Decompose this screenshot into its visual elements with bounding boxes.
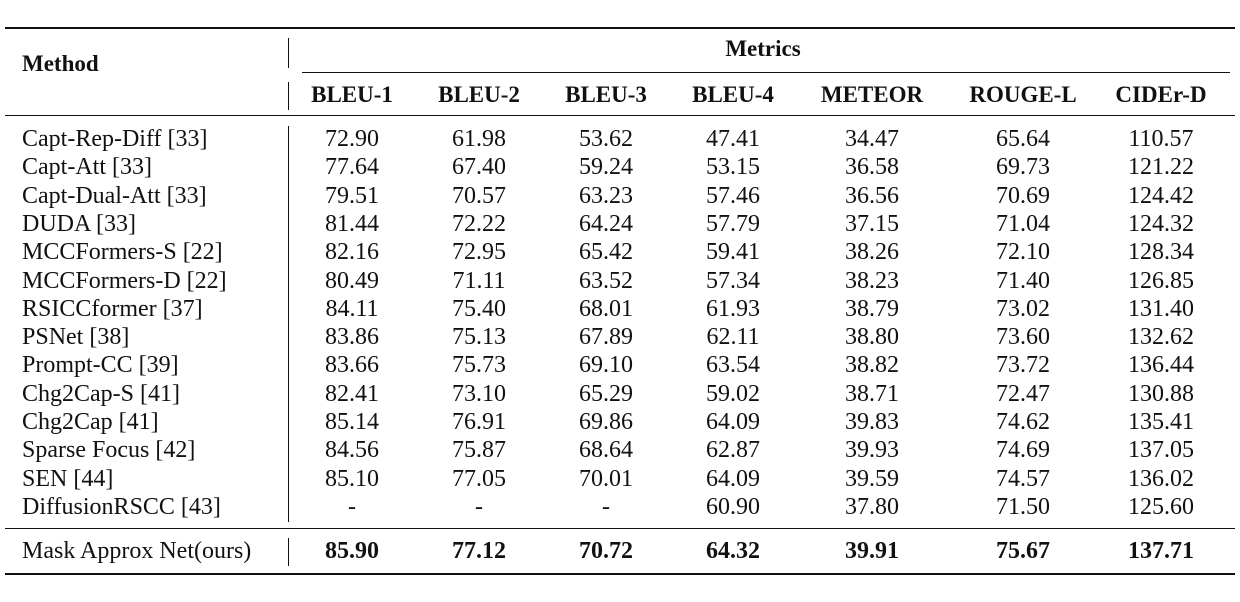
value-cell-cider-d: 131.40 xyxy=(1128,296,1194,322)
value-cell-bleu-4: 57.46 xyxy=(706,183,760,209)
value-cell-meteor: 37.15 xyxy=(845,211,899,237)
value-cell-rouge-l: 72.10 xyxy=(996,239,1050,265)
value-cell-bleu-3: 70.01 xyxy=(579,466,633,492)
column-header-meteor: METEOR xyxy=(820,82,924,107)
value-cell-rouge-l: 70.69 xyxy=(996,183,1050,209)
value-cell-bleu-3: 69.86 xyxy=(579,409,633,435)
value-cell-meteor: 38.26 xyxy=(845,239,899,265)
metrics-underline xyxy=(302,72,1230,73)
value-cell-cider-d: 125.60 xyxy=(1128,494,1194,520)
method-cell: MCCFormers-D [22] xyxy=(22,268,227,294)
value-cell-bleu-1: 77.64 xyxy=(325,154,379,180)
value-cell-bleu-4: 47.41 xyxy=(706,126,760,152)
column-header-bleu-4: BLEU-4 xyxy=(692,82,774,107)
value-cell-bleu-3: 64.24 xyxy=(579,211,633,237)
value-cell-cider-d: 136.44 xyxy=(1128,352,1194,378)
value-cell-bleu-4: 62.87 xyxy=(706,437,760,463)
column-header-bleu-3: BLEU-3 xyxy=(565,82,647,107)
column-header-cider-d: CIDEr-D xyxy=(1115,82,1207,107)
value-cell-bleu-1: 81.44 xyxy=(325,211,379,237)
value-cell-bleu-4: 59.02 xyxy=(706,381,760,407)
value-cell-rouge-l: 74.62 xyxy=(996,409,1050,435)
value-cell-rouge-l: 73.72 xyxy=(996,352,1050,378)
header-rule xyxy=(5,115,1235,116)
column-header-bleu-2: BLEU-2 xyxy=(438,82,520,107)
value-cell-bleu-3: 69.10 xyxy=(579,352,633,378)
value-cell-meteor: 34.47 xyxy=(845,126,899,152)
method-cell: Capt-Att [33] xyxy=(22,154,152,180)
value-cell-meteor: 36.56 xyxy=(845,183,899,209)
value-cell-meteor: 39.93 xyxy=(845,437,899,463)
value-cell-cider-d: 137.05 xyxy=(1128,437,1194,463)
value-cell-bleu-1: 82.41 xyxy=(325,381,379,407)
value-cell-rouge-l: 71.40 xyxy=(996,268,1050,294)
value-cell-rouge-l: 73.60 xyxy=(996,324,1050,350)
value-cell-bleu-3: 67.89 xyxy=(579,324,633,350)
value-cell-cider-d: 126.85 xyxy=(1128,268,1194,294)
value-cell-meteor: 38.71 xyxy=(845,381,899,407)
bottom-rule xyxy=(5,573,1235,575)
header-separator-top xyxy=(288,38,289,68)
value-cell-bleu-1: 83.86 xyxy=(325,324,379,350)
value-cell-bleu-1: 83.66 xyxy=(325,352,379,378)
value-cell-cider-d: 121.22 xyxy=(1128,154,1194,180)
value-cell-bleu-1: 85.14 xyxy=(325,409,379,435)
value-cell-meteor: 39.83 xyxy=(845,409,899,435)
value-cell-rouge-l: 74.69 xyxy=(996,437,1050,463)
value-cell-bleu-3: 65.42 xyxy=(579,239,633,265)
method-cell: Chg2Cap-S [41] xyxy=(22,381,180,407)
value-cell-bleu-4: 59.41 xyxy=(706,239,760,265)
value-cell-bleu-2: 75.73 xyxy=(452,352,506,378)
method-cell: MCCFormers-S [22] xyxy=(22,239,223,265)
value-cell-bleu-4: 64.09 xyxy=(706,409,760,435)
value-cell-bleu-4: 64.09 xyxy=(706,466,760,492)
ours-value-cell-bleu-3: 70.72 xyxy=(579,538,633,564)
value-cell-bleu-2: 76.91 xyxy=(452,409,506,435)
value-cell-bleu-2: 70.57 xyxy=(452,183,506,209)
value-cell-bleu-4: 60.90 xyxy=(706,494,760,520)
ours-rule xyxy=(5,528,1235,529)
method-cell: PSNet [38] xyxy=(22,324,130,350)
method-cell: Sparse Focus [42] xyxy=(22,437,196,463)
value-cell-cider-d: 136.02 xyxy=(1128,466,1194,492)
value-cell-bleu-3: 63.52 xyxy=(579,268,633,294)
value-cell-bleu-2: 75.40 xyxy=(452,296,506,322)
value-cell-bleu-1: 84.11 xyxy=(325,296,379,322)
value-cell-bleu-3: 53.62 xyxy=(579,126,633,152)
method-cell: DiffusionRSCC [43] xyxy=(22,494,221,520)
value-cell-rouge-l: 72.47 xyxy=(996,381,1050,407)
column-header-bleu-1: BLEU-1 xyxy=(311,82,393,107)
value-cell-bleu-1: 72.90 xyxy=(325,126,379,152)
value-cell-bleu-3: - xyxy=(602,494,610,520)
value-cell-bleu-2: 67.40 xyxy=(452,154,506,180)
value-cell-bleu-1: 80.49 xyxy=(325,268,379,294)
method-cell: RSICCformer [37] xyxy=(22,296,203,322)
value-cell-bleu-3: 59.24 xyxy=(579,154,633,180)
method-cell: Prompt-CC [39] xyxy=(22,352,179,378)
value-cell-bleu-2: 71.11 xyxy=(452,268,506,294)
value-cell-bleu-2: 73.10 xyxy=(452,381,506,407)
value-cell-bleu-3: 68.64 xyxy=(579,437,633,463)
top-rule xyxy=(5,27,1235,29)
value-cell-bleu-2: 75.87 xyxy=(452,437,506,463)
metrics-header: Metrics xyxy=(725,36,801,61)
value-cell-bleu-2: 75.13 xyxy=(452,324,506,350)
value-cell-meteor: 37.80 xyxy=(845,494,899,520)
value-cell-cider-d: 130.88 xyxy=(1128,381,1194,407)
value-cell-bleu-3: 65.29 xyxy=(579,381,633,407)
value-cell-bleu-4: 57.34 xyxy=(706,268,760,294)
value-cell-bleu-2: 72.22 xyxy=(452,211,506,237)
method-header: Method xyxy=(22,51,99,76)
value-cell-bleu-4: 63.54 xyxy=(706,352,760,378)
method-cell: DUDA [33] xyxy=(22,211,136,237)
method-cell: Capt-Dual-Att [33] xyxy=(22,183,207,209)
value-cell-meteor: 38.80 xyxy=(845,324,899,350)
value-cell-bleu-2: 72.95 xyxy=(452,239,506,265)
value-cell-bleu-2: - xyxy=(475,494,483,520)
ours-value-cell-bleu-1: 85.90 xyxy=(325,538,379,564)
column-header-rouge-l: ROUGE-L xyxy=(969,82,1077,107)
value-cell-bleu-4: 62.11 xyxy=(706,324,760,350)
value-cell-bleu-1: 84.56 xyxy=(325,437,379,463)
value-cell-meteor: 38.79 xyxy=(845,296,899,322)
header-separator-bottom xyxy=(288,82,289,110)
value-cell-rouge-l: 69.73 xyxy=(996,154,1050,180)
value-cell-cider-d: 128.34 xyxy=(1128,239,1194,265)
value-cell-rouge-l: 73.02 xyxy=(996,296,1050,322)
value-cell-bleu-4: 57.79 xyxy=(706,211,760,237)
body-separator xyxy=(288,126,289,522)
ours-value-cell-bleu-4: 64.32 xyxy=(706,538,760,564)
value-cell-rouge-l: 74.57 xyxy=(996,466,1050,492)
value-cell-bleu-2: 77.05 xyxy=(452,466,506,492)
value-cell-bleu-4: 53.15 xyxy=(706,154,760,180)
value-cell-meteor: 39.59 xyxy=(845,466,899,492)
value-cell-bleu-1: - xyxy=(348,494,356,520)
value-cell-bleu-3: 68.01 xyxy=(579,296,633,322)
value-cell-rouge-l: 71.50 xyxy=(996,494,1050,520)
value-cell-cider-d: 132.62 xyxy=(1128,324,1194,350)
ours-method-cell: Mask Approx Net(ours) xyxy=(22,538,252,564)
value-cell-meteor: 36.58 xyxy=(845,154,899,180)
value-cell-meteor: 38.23 xyxy=(845,268,899,294)
value-cell-bleu-1: 82.16 xyxy=(325,239,379,265)
value-cell-cider-d: 124.32 xyxy=(1128,211,1194,237)
ours-separator xyxy=(288,538,289,566)
ours-value-cell-cider-d: 137.71 xyxy=(1128,538,1194,564)
method-cell: SEN [44] xyxy=(22,466,114,492)
method-cell: Capt-Rep-Diff [33] xyxy=(22,126,208,152)
method-cell: Chg2Cap [41] xyxy=(22,409,159,435)
value-cell-bleu-4: 61.93 xyxy=(706,296,760,322)
value-cell-bleu-2: 61.98 xyxy=(452,126,506,152)
value-cell-rouge-l: 71.04 xyxy=(996,211,1050,237)
ours-value-cell-bleu-2: 77.12 xyxy=(452,538,506,564)
ours-value-cell-meteor: 39.91 xyxy=(845,538,899,564)
value-cell-cider-d: 135.41 xyxy=(1128,409,1194,435)
value-cell-cider-d: 110.57 xyxy=(1128,126,1194,152)
ours-value-cell-rouge-l: 75.67 xyxy=(996,538,1050,564)
value-cell-meteor: 38.82 xyxy=(845,352,899,378)
value-cell-cider-d: 124.42 xyxy=(1128,183,1194,209)
value-cell-rouge-l: 65.64 xyxy=(996,126,1050,152)
value-cell-bleu-1: 79.51 xyxy=(325,183,379,209)
value-cell-bleu-3: 63.23 xyxy=(579,183,633,209)
value-cell-bleu-1: 85.10 xyxy=(325,466,379,492)
